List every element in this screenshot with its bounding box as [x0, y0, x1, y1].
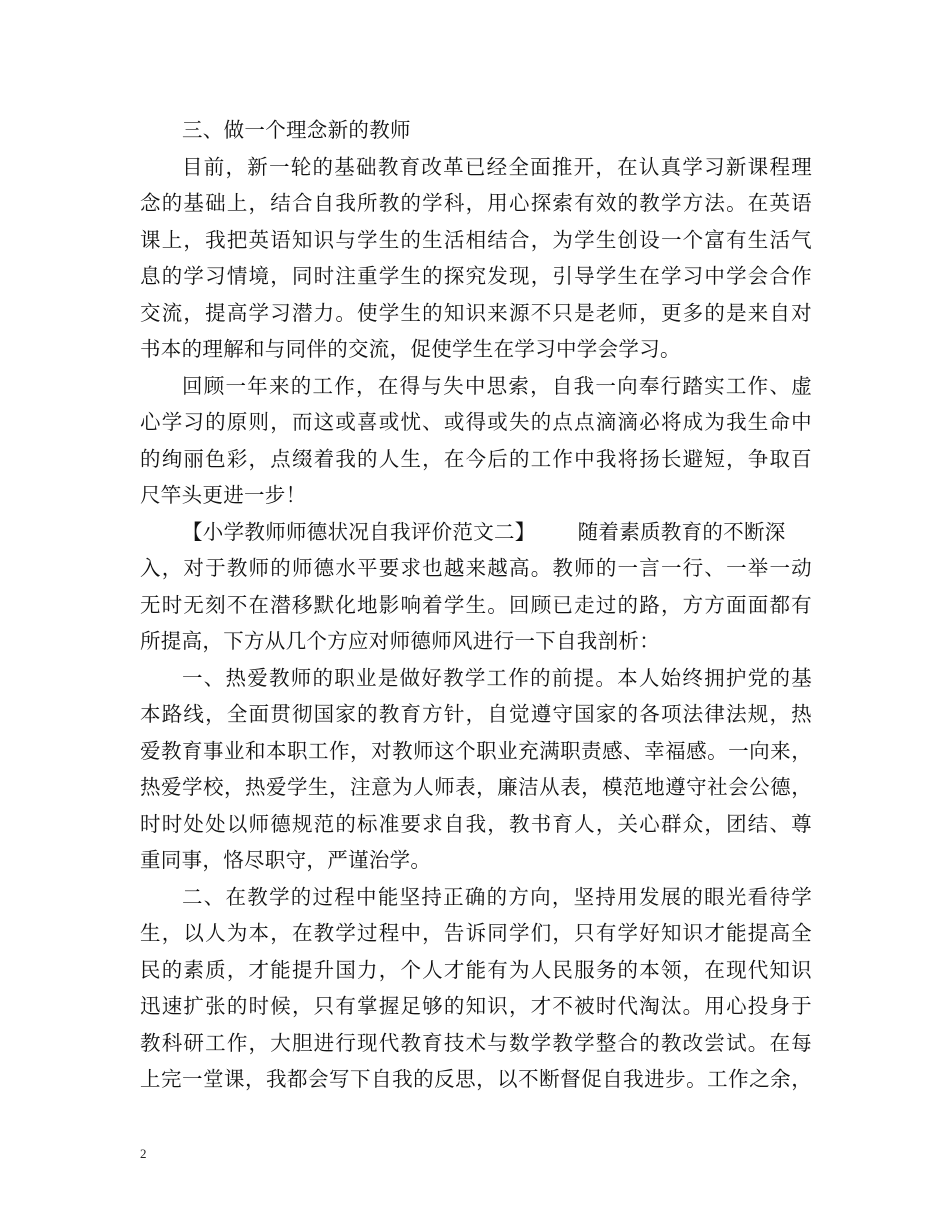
text-line: 念的基础上，结合自我所教的学科，用心探索有效的教学方法。在英语 — [140, 191, 812, 215]
text-line: 本路线，全面贯彻国家的教育方针，自觉遵守国家的各项法律法规，热 — [140, 702, 812, 726]
text-line: 热爱学校，热爱学生，注意为人师表，廉洁从表，模范地遵守社会公德， — [140, 775, 812, 799]
text-line: 一、热爱教师的职业是做好教学工作的前提。本人始终拥护党的基 — [182, 665, 812, 690]
text-line: 交流，提高学习潜力。使学生的知识来源不只是老师，更多的是来自对 — [140, 300, 812, 325]
text-line: 息的学习情境，同时注重学生的探究发现，引导学生在学习中学会合作 — [140, 264, 812, 288]
text-line-continuation: 随着素质教育的不断深 — [577, 519, 786, 544]
text-line: 三、做一个理念新的教师 — [182, 118, 411, 142]
text-line: 尺竿头更进一步！ — [140, 483, 307, 507]
text-line: 的绚丽色彩，点缀着我的人生，在今后的工作中我将扬长避短，争取百 — [140, 446, 812, 471]
text-line: 二、在教学的过程中能坚持正确的方向，坚持用发展的眼光看待学 — [182, 884, 812, 909]
text-line: 所提高，下方从几个方应对师德师风进行一下自我剖析： — [140, 629, 660, 653]
text-line: 教科研工作，大胆进行现代教育技术与数学教学整合的教改尝试。在每 — [140, 1030, 812, 1055]
text-line: 心学习的原则，而这或喜或忧、或得或失的点点滴滴必将成为我生命中 — [140, 410, 812, 434]
text-line: 上完一堂课，我都会写下自我的反思，以不断督促自我进步。工作之余， — [140, 1067, 812, 1091]
section-heading: 【小学教师师德状况自我评价范文二】 — [182, 519, 536, 544]
text-line: 书本的理解和与同伴的交流，促使学生在学习中学会学习。 — [140, 337, 681, 361]
text-line: 生，以人为本，在教学过程中，告诉同学们，只有学好知识才能提高全 — [140, 921, 812, 945]
text-line: 重同事，恪尽职守，严谨治学。 — [140, 848, 432, 872]
text-line: 目前，新一轮的基础教育改革已经全面推开，在认真学习新课程理 — [182, 154, 812, 179]
text-line — [140, 514, 812, 551]
text-line: 入，对于教师的师德水平要求也越来越高。教师的一言一行、一举一动 — [140, 556, 812, 580]
page-number: 2 — [140, 1146, 147, 1161]
text-line: 回顾一年来的工作，在得与失中思索，自我一向奉行踏实工作、虚 — [182, 373, 812, 398]
text-line: 迅速扩张的时候，只有掌握足够的知识，才不被时代淘汰。用心投身于 — [140, 994, 812, 1018]
text-line: 课上，我把英语知识与学生的生活相结合，为学生创设一个富有生活气 — [140, 227, 812, 252]
text-line: 无时无刻不在潜移默化地影响着学生。回顾已走过的路，方方面面都有 — [140, 592, 812, 617]
document-page — [140, 112, 812, 1098]
text-line: 时时处处以师德规范的标准要求自我，教书育人，关心群众，团结、尊 — [140, 811, 812, 836]
text-line: 民的素质，才能提升国力，个人才能有为人民服务的本领，在现代知识 — [140, 957, 812, 982]
text-line: 爱教育事业和本职工作，对教师这个职业充满职责感、幸福感。一向来， — [140, 738, 812, 763]
